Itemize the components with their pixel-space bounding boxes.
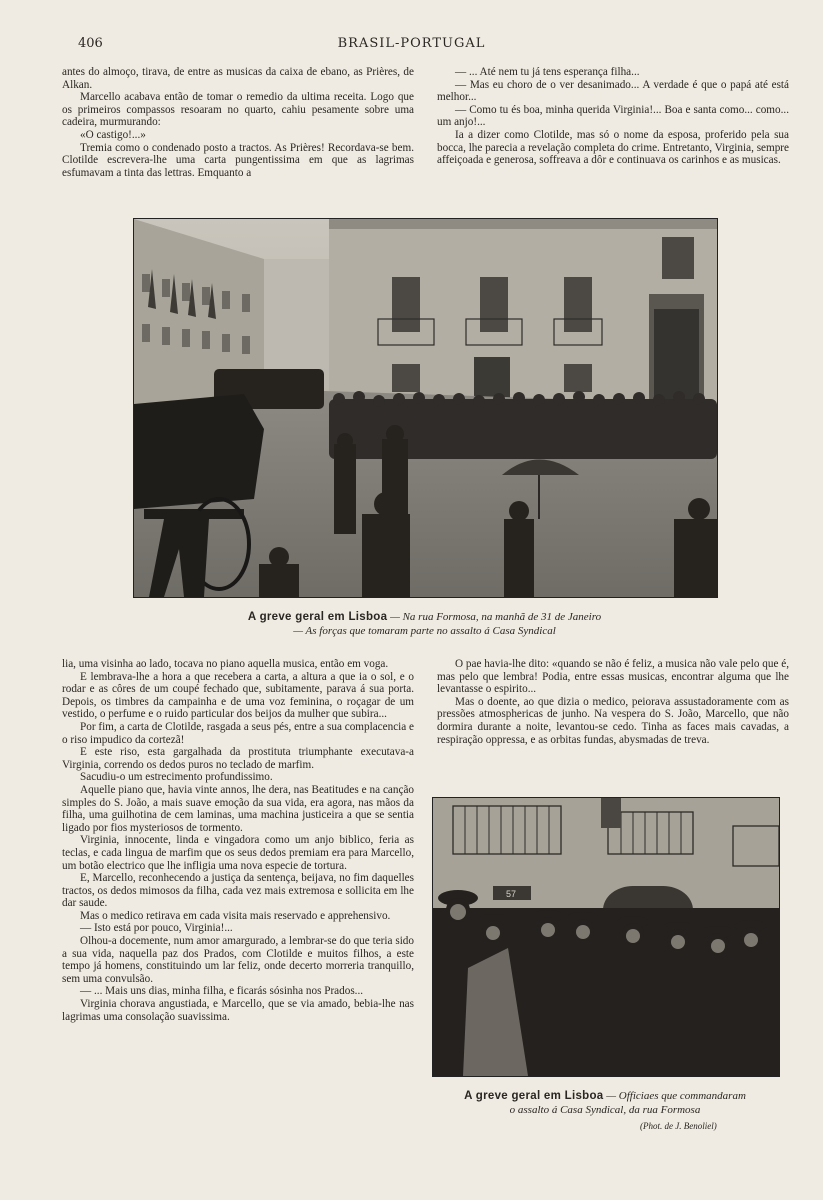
photo-caption-main [133,610,716,638]
caption-text: — As forças que tomaram parte no assalto á Casa Syndical [293,625,556,637]
paragraph: Virginia chorava angustiada, e Marcello, que se via amado, bebia-lhe nas lagrimas uma consolação suavissima. [62,998,414,1023]
caption-title: A greve geral em Lisboa [464,1090,604,1102]
caption-text: — Na rua Formosa, na manhã de 31 de Janeiro [387,611,602,623]
strike-street-photo [133,218,718,598]
text-column-middle-left [62,658,414,1023]
paragraph: antes do almoço, tirava, de entre as musicas da caixa de ebano, as Prières, de Alkan. [62,66,414,91]
paragraph: — Mas eu choro de o ver desanimado... A verdade é que o papá até está melhor... [437,78,789,104]
house-number-sign: 57 [506,889,517,899]
paragraph: Mas o medico retirava em cada visita mais reservado e apprehensivo. [80,909,391,922]
page-number: 406 [78,36,103,51]
paragraph: Sacudiu-o um estrecimento profundissimo. [80,771,273,784]
paragraph: Tremia como o condenado posto a tractos. As Prières! Recordava-se bem. Clotilde escrevera-lhe uma carta pungentissima em que as lagrimas esfumavam a tinta das lettras. Emquanto a [62,141,414,179]
paragraph: — Isto está por pouco, Virginia!... [80,922,233,935]
caption-text: o assalto á Casa Syndical, da rua Formosa [509,1104,701,1116]
paragraph: Por fim, a carta de Clotilde, rasgada a seus pés, entre a sua complacencia e o riso impudico da cortezã! [62,720,414,746]
paragraph: Marcello acabava então de tomar o remedio da ultima receita. Logo que os primeiros compassos resoaram no quarto, cahiu pesamente sobre uma cadeira, murmurando: [62,91,414,129]
photo-caption-small [432,1089,778,1117]
paragraph: Mas o doente, ao que dizia o medico, peiorava assustadoramente com as pressões atmosphericas de junho. Na vespera do S. João, Marcello, que não dormira durante a noite, levantou-se cedo. Tinha as faces mais cavadas, a respiração oppressa, e as orbitas fundas, abysmadas de treva. [437,695,789,746]
paragraph: Olhou-a docemente, num amor amargurado, a lembrar-se do que teria sido a sua vida, naquella paz dos Prados, com Clotilde e muitos filhos, a este tempo já homens, constituindo um lar feliz, onde decerto morreria tranquillo, sem uma convulsão. [62,935,414,985]
paragraph: — ... Até nem tu já tens esperança filha... [455,66,640,78]
running-head: BRASIL-PORTUGAL [337,36,486,51]
officers-photo [432,797,780,1077]
caption-text: — Officiaes que commandaram [603,1090,746,1102]
paragraph: Virginia, innocente, linda e vingadora como um anjo biblico, feria as teclas, e cada lingua de marfim que os seus dedos premiam era para Marcello, um botão electrico que lhe infligia uma nova especie de tortura. [62,834,414,872]
paragraph: Aquelle piano que, havia vinte annos, lhe dera, nas Beatitudes e na canção simples do S. João, a mais suave emoção da sua vida, era agora, nas mãos da filha, uma guilhotina de cem laminas, uma machina justiceira a que se sentia ligado por fios mysteriosos de tormento. [62,783,414,834]
paragraph: — ... Mais uns dias, minha filha, e ficarás sósinha nos Prados... [80,985,364,998]
photo-credit: (Phot. de J. Benoliel) [640,1121,717,1131]
paragraph: «O castigo!...» [80,128,146,141]
text-column-top-right [437,66,789,167]
paragraph: O pae havia-lhe dito: «quando se não é feliz, a musica não vale pelo que é, mas pelo que lembra! Podia, entre essas musicas, encontrar alguma que lhe levantasse o espirito... [437,658,789,696]
text-column-top-left [62,66,414,179]
paragraph: E lembrava-lhe a hora a que recebera a carta, a altura a que ia o sol, e o rodar e as côres de um coupé fechado que, subitamente, parava á sua porta. Depois, os timbres da campainha e de uma voz feminina, o roçagar de um vestido, o perfume e o ruido particular dos beijos da mulher que subira... [62,670,414,721]
paragraph: E, Marcello, reconhecendo a justiça da sentença, beijava, no fim daquelles tractos, os dedos mimosos da filha, cada vez mais extremosa e sollicita em lhe dar saude. [62,872,414,910]
text-column-middle-right [437,658,789,746]
paragraph: Ia a dizer como Clotilde, mas só o nome da esposa, proferido pela sua bocca, lhe parecia a revelação completa do crime. Entretanto, Virginia, sempre affeiçoada e generosa, soffreava a dôr e continuava os carinhos e as musicas. [437,128,789,167]
paragraph: — Como tu és boa, minha querida Virginia!... Boa e santa como... como... um anjo!... [437,103,789,129]
paragraph: E este riso, esta gargalhada da prostituta triumphante executava-a Virginia, correndo os dedos puros no teclado de marfim. [62,746,414,771]
caption-title: A greve geral em Lisboa [247,611,388,623]
paragraph: lia, uma visinha ao lado, tocava no piano aquella musica, então em voga. [62,658,389,670]
